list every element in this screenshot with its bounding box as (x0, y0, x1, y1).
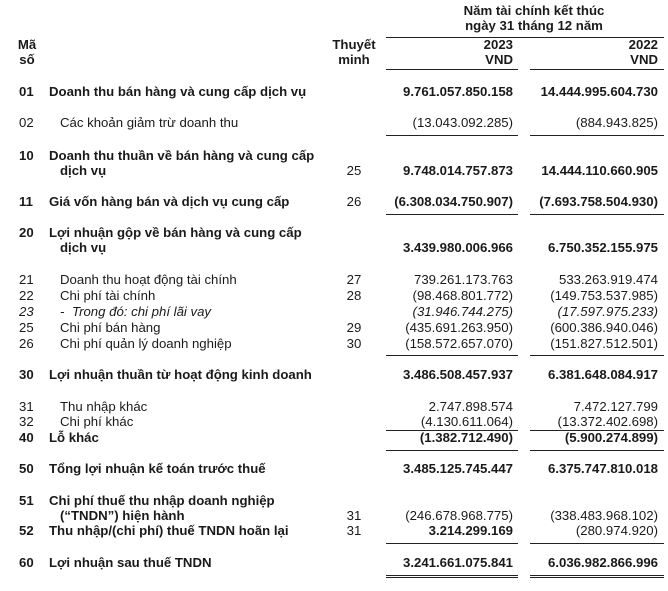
row-code: 22 (19, 288, 34, 303)
row-code: 20 (19, 225, 34, 240)
table-row (0, 493, 668, 509)
row-code: 25 (19, 320, 34, 335)
subtotal-rule-2022 (530, 450, 664, 451)
row-value-2022: 6.375.747.810.018 (547, 461, 658, 476)
year-2022-header (629, 37, 658, 67)
row-code: 60 (19, 555, 34, 570)
row-value-2023: (246.678.968.775) (405, 508, 513, 523)
period-header-line2: ngày 31 tháng 12 năm (465, 18, 603, 33)
row-note: 26 (346, 194, 362, 209)
subtotal-rule-2023 (386, 450, 518, 451)
row-value-2023: 2.747.898.574 (428, 399, 513, 414)
table-row (0, 304, 668, 320)
row-label: Doanh thu thuần về bán hàng và cung cấp (49, 148, 315, 163)
table-row (0, 523, 668, 539)
row-note: 31 (346, 523, 362, 538)
row-value-2022: 533.263.919.474 (558, 272, 658, 287)
row-value-2023: (98.468.801.772) (412, 288, 513, 303)
row-label: Thu nhập/(chi phí) thuế TNDN hoãn lại (49, 523, 289, 538)
currency-2023-label: VND (485, 52, 513, 67)
row-label: Giá vốn hàng bán và dịch vụ cung cấp (49, 194, 290, 209)
row-value-2023: (6.308.034.750.907) (394, 194, 513, 209)
row-label: Chi phí quản lý doanh nghiệp (60, 336, 232, 351)
row-value-2022: (149.753.537.985) (550, 288, 658, 303)
subtotal-rule-2023 (386, 135, 518, 136)
row-label: Lợi nhuận thuần từ hoạt động kinh doanh (49, 367, 312, 382)
period-header-line1: Năm tài chính kết thúc (463, 3, 605, 18)
row-label-line2: dịch vụ (60, 163, 107, 178)
subtotal-rule-2022 (530, 214, 664, 215)
table-row (0, 336, 668, 352)
row-value-2022: (884.943.825) (575, 115, 658, 130)
row-value-2022: (600.386.940.046) (550, 320, 658, 335)
row-value-2022: 6.036.982.866.996 (547, 555, 658, 570)
note-header-line1: Thuyết (332, 37, 376, 52)
row-label: Chi phí thuế thu nhập doanh nghiệp (49, 493, 275, 508)
code-column-header (12, 37, 42, 67)
row-value-2022: (13.372.402.698) (557, 414, 658, 429)
row-value-2023: 9.761.057.850.158 (402, 84, 513, 99)
row-label: Trong đó: chi phí lãi vay (72, 304, 212, 319)
row-code: 51 (19, 493, 34, 508)
row-code: 11 (19, 194, 33, 209)
row-code: 26 (19, 336, 34, 351)
row-value-2022: (5.900.274.899) (564, 430, 658, 445)
row-value-2023: 739.261.173.763 (413, 272, 513, 287)
table-row (0, 414, 668, 430)
total-double-rule-2022 (530, 575, 664, 578)
table-row-continuation (0, 163, 668, 179)
row-value-2022: 14.444.110.660.905 (541, 163, 658, 178)
row-code: 40 (19, 430, 34, 445)
total-double-rule-2023 (386, 575, 518, 578)
note-column-header (326, 37, 382, 67)
table-row (0, 367, 668, 383)
row-value-2022: 6.381.648.084.917 (547, 367, 658, 382)
header-underline-2023 (386, 69, 518, 70)
year-2023-header (484, 37, 513, 67)
period-header (400, 3, 668, 33)
table-row (0, 115, 668, 131)
currency-2022-label: VND (630, 52, 658, 67)
period-header-rule (386, 37, 664, 38)
row-value-2022: (7.693.758.504.930) (539, 194, 658, 209)
table-row (0, 288, 668, 304)
subtotal-rule-2023 (386, 543, 518, 544)
table-row (0, 225, 668, 241)
row-value-2022: (151.827.512.501) (550, 336, 658, 351)
row-value-2022: (17.597.975.233) (557, 304, 658, 319)
row-value-2022: (338.483.968.102) (550, 508, 658, 523)
table-row (0, 555, 668, 571)
row-value-2022: 14.444.995.604.730 (540, 84, 658, 99)
row-note: 30 (346, 336, 362, 351)
row-value-2022: (280.974.920) (575, 523, 658, 538)
subtotal-rule-2023 (386, 355, 518, 356)
row-label: Tổng lợi nhuận kế toán trước thuế (49, 461, 266, 476)
row-value-2023: (1.382.712.490) (419, 430, 513, 445)
table-row-continuation (0, 240, 668, 256)
row-label: Thu nhập khác (60, 399, 148, 414)
row-code: 23 (19, 304, 34, 319)
year-2022-label: 2022 (628, 37, 658, 52)
header-underline-2022 (530, 69, 664, 70)
row-code: 01 (19, 84, 34, 99)
row-label: Chi phí khác (60, 414, 134, 429)
row-value-2023: 9.748.014.757.873 (402, 163, 513, 178)
row-label: Lợi nhuận gộp về bán hàng và cung cấp (49, 225, 302, 240)
row-value-2023: 3.485.125.745.447 (402, 461, 513, 476)
table-row (0, 272, 668, 288)
row-value-2023: (4.130.611.064) (420, 414, 513, 429)
subtotal-rule-2022 (530, 543, 664, 544)
subtotal-rule-2023 (386, 214, 518, 215)
row-value-2022: 7.472.127.799 (573, 399, 658, 414)
row-note: 28 (346, 288, 362, 303)
row-note: 29 (346, 320, 362, 335)
row-label: Lỗ khác (49, 430, 99, 445)
row-label: Doanh thu hoạt động tài chính (60, 272, 237, 287)
row-note: 31 (346, 508, 362, 523)
table-row-continuation (0, 508, 668, 524)
row-label: Lợi nhuận sau thuế TNDN (49, 555, 212, 570)
subtotal-rule-2022 (530, 135, 664, 136)
row-code: 21 (19, 272, 34, 287)
row-value-2023: 3.241.661.075.841 (402, 555, 513, 570)
subtotal-rule-2022 (530, 355, 664, 356)
table-row (0, 430, 668, 446)
row-label-line2: dịch vụ (60, 240, 107, 255)
table-row (0, 399, 668, 415)
row-value-2022: 6.750.352.155.975 (547, 240, 658, 255)
row-note: 25 (346, 163, 362, 178)
row-value-2023: 3.439.980.006.966 (402, 240, 513, 255)
table-row (0, 148, 668, 164)
row-code: 31 (19, 399, 34, 414)
row-value-2023: (13.043.092.285) (412, 115, 513, 130)
year-2023-label: 2023 (483, 37, 513, 52)
row-value-2023: (158.572.657.070) (405, 336, 513, 351)
table-row (0, 461, 668, 477)
row-note: 27 (346, 272, 362, 287)
row-code: 02 (19, 115, 34, 130)
row-label-line2: (“TNDN”) hiện hành (60, 508, 185, 523)
table-row (0, 320, 668, 336)
row-code: 10 (19, 148, 34, 163)
row-code: 50 (19, 461, 34, 476)
row-label-prefix: - (60, 304, 65, 319)
row-value-2023: 3.486.508.457.937 (402, 367, 513, 382)
note-header-line2: minh (338, 52, 370, 67)
row-value-2023: (435.691.263.950) (405, 320, 513, 335)
row-value-2023: 3.214.299.169 (428, 523, 513, 538)
table-row (0, 84, 668, 100)
row-label: Các khoản giảm trừ doanh thu (60, 115, 239, 130)
code-header-line1: Mã (17, 37, 37, 52)
row-label: Chi phí bán hàng (60, 320, 161, 335)
row-value-2023: (31.946.744.275) (412, 304, 513, 319)
row-code: 32 (19, 414, 34, 429)
row-code: 52 (19, 523, 34, 538)
row-label: Doanh thu bán hàng và cung cấp dịch vụ (49, 84, 307, 99)
code-header-line2: số (19, 52, 35, 67)
table-row (0, 194, 668, 210)
row-label: Chi phí tài chính (60, 288, 156, 303)
row-code: 30 (19, 367, 34, 382)
